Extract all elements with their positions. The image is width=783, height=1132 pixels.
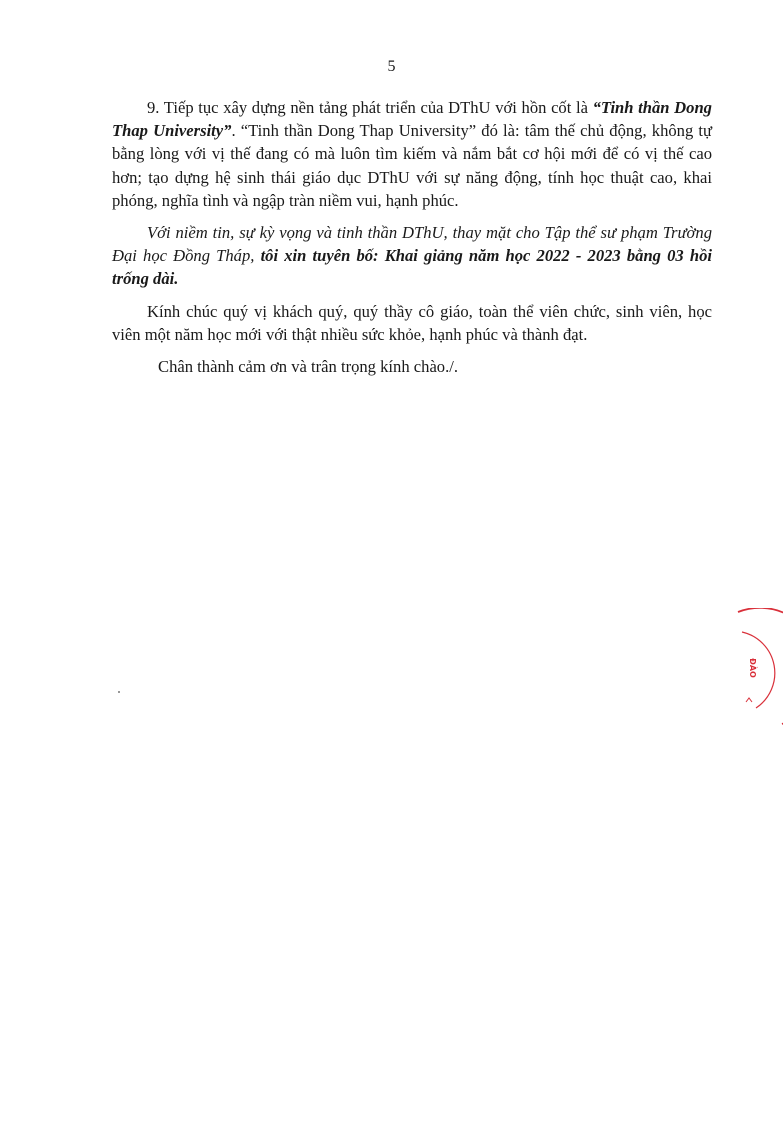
official-seal-stamp xyxy=(728,608,783,728)
declaration-bold: tôi xin tuyên bố: Khai giảng năm học 2022 - 2023 bằng 03 hồi trống dài. xyxy=(112,246,712,289)
declaration-italic: Với niềm tin, sự kỳ vọng và tinh thần DThU, thay mặt cho Tập thể sư phạm Trường Đại học Đồng Tháp, xyxy=(112,223,712,266)
document-body xyxy=(112,96,712,387)
paragraph-9-start: 9. Tiếp tục xây dựng nền tảng phát triển của DThU với hồn cốt là xyxy=(147,98,593,117)
stray-dot xyxy=(118,691,120,693)
wishes-paragraph: Kính chúc quý vị khách quý, quý thầy cô giáo, toàn thể viên chức, sinh viên, học viên một năm học mới với thật nhiều sức khỏe, hạnh phúc và thành đạt. xyxy=(112,301,712,344)
paragraph-9-rest: . “Tinh thần Dong Thap University” đó là: tâm thế chủ động, không tự bằng lòng với vị thế đang có mà luôn tìm kiếm và nắm bắt cơ hội mới để có vị thế cao hơn; tạo dựng hệ sinh thái giáo dục DThU với sự năng động, tính học thuật cao, khai phóng, nghĩa tình và ngập tràn niềm vui, hạnh phúc. xyxy=(112,121,712,210)
declaration-paragraph xyxy=(112,221,712,291)
paragraph-item-9 xyxy=(112,96,712,212)
seal-text: ĐÀO xyxy=(748,658,757,678)
page-number: 5 xyxy=(387,58,396,75)
paragraph-9-emphasis: “Tinh thần Dong Thap University” xyxy=(112,98,712,141)
closing-line: Chân thành cảm ơn và trân trọng kính chào./. xyxy=(158,357,459,377)
